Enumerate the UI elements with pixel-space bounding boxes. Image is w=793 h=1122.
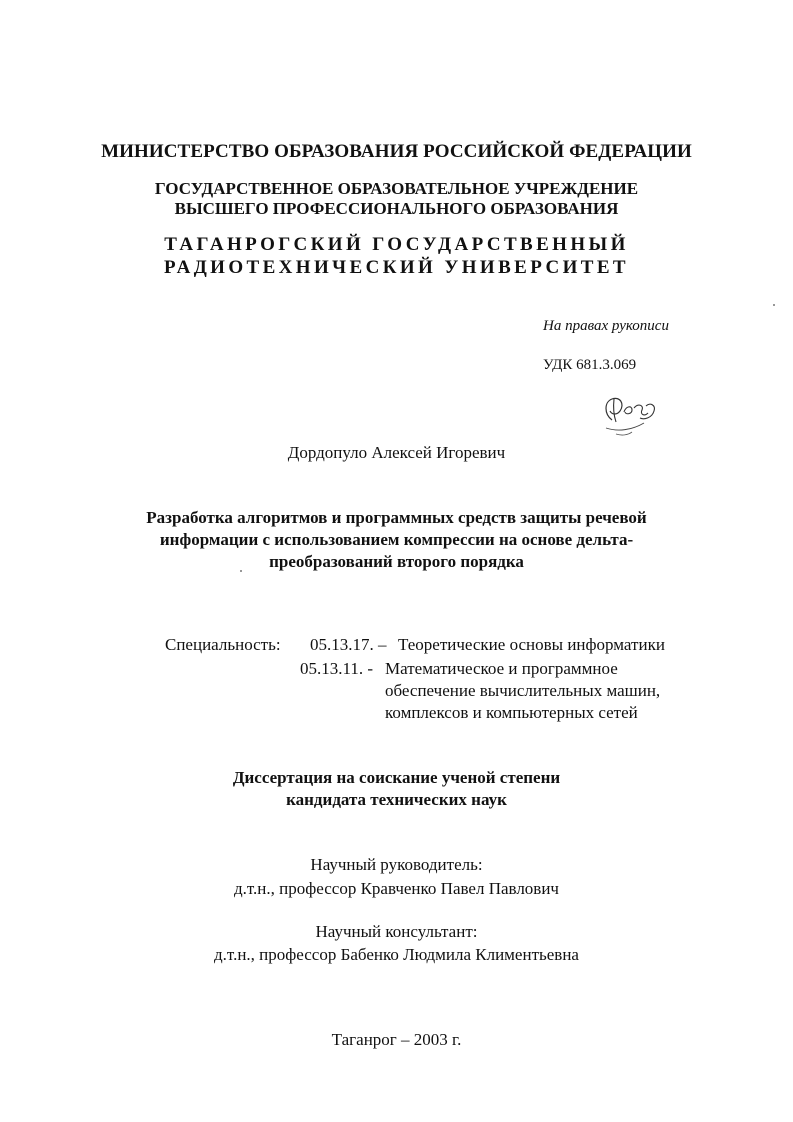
udc-code: УДК 681.3.069 bbox=[543, 357, 637, 373]
dissertation-title-line-3: преобразований второго порядка bbox=[269, 552, 524, 571]
institution-line-2: ВЫСШЕГО ПРОФЕССИОНАЛЬНОГО ОБРАЗОВАНИЯ bbox=[174, 199, 619, 218]
manuscript-rights-note: На правах рукописи bbox=[543, 318, 669, 334]
specialty-1-name: Теоретические основы информатики bbox=[398, 635, 665, 654]
ministry-heading: МИНИСТЕРСТВО ОБРАЗОВАНИЯ РОССИЙСКОЙ ФЕДЕРАЦИИ bbox=[101, 141, 692, 162]
author-name: Дордопуло Алексей Игоревич bbox=[287, 443, 506, 462]
specialty-label: Специальность: bbox=[165, 635, 281, 654]
degree-statement-line-2: кандидата технических наук bbox=[286, 790, 507, 809]
handwritten-signature bbox=[598, 390, 660, 442]
supervisor-label: Научный руководитель: bbox=[310, 855, 483, 874]
scan-speck bbox=[773, 304, 775, 306]
consultant-label: Научный консультант: bbox=[315, 922, 478, 941]
place-and-year: Таганрог – 2003 г. bbox=[331, 1030, 462, 1049]
supervisor-name: д.т.н., профессор Кравченко Павел Павлович bbox=[234, 879, 559, 898]
specialty-2-name-line-1: Математическое и программное bbox=[385, 659, 618, 678]
dissertation-title-line-2: информации с использованием компрессии на основе дельта- bbox=[159, 530, 634, 549]
specialty-2-code: 05.13.11. - bbox=[300, 659, 374, 678]
specialty-2-name-line-3: комплексов и компьютерных сетей bbox=[385, 703, 638, 722]
specialty-1-code: 05.13.17. – bbox=[310, 635, 387, 654]
university-line-2: РАДИОТЕХНИЧЕСКИЙ УНИВЕРСИТЕТ bbox=[164, 257, 629, 278]
specialty-2-name-line-2: обеспечение вычислительных машин, bbox=[385, 681, 661, 700]
consultant-name: д.т.н., профессор Бабенко Людмила Климентьевна bbox=[214, 945, 579, 964]
dissertation-title-line-1: Разработка алгоритмов и программных средств защиты речевой bbox=[146, 508, 647, 527]
university-line-1: ТАГАНРОГСКИЙ ГОСУДАРСТВЕННЫЙ bbox=[164, 234, 629, 255]
scan-speck bbox=[240, 570, 242, 572]
degree-statement-line-1: Диссертация на соискание ученой степени bbox=[232, 768, 561, 787]
institution-line-1: ГОСУДАРСТВЕННОЕ ОБРАЗОВАТЕЛЬНОЕ УЧРЕЖДЕНИЕ bbox=[154, 179, 639, 198]
